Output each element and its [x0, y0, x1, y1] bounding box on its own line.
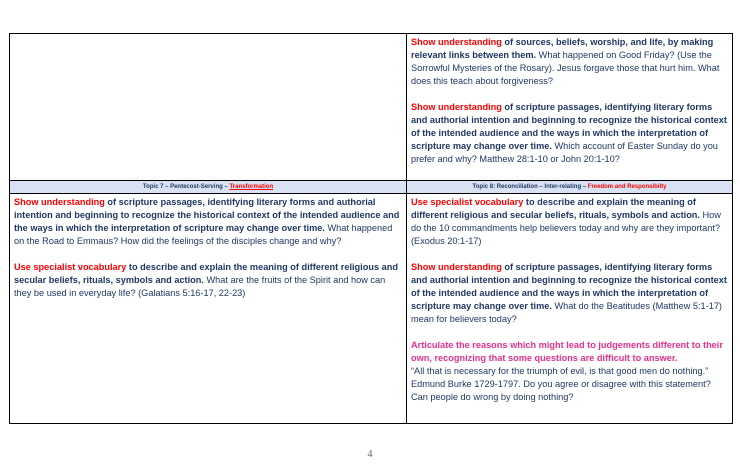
question-text: Which account of Easter Sunday do you prefer and why? Matthew 28:1-10 or John 20:1-10? [411, 141, 718, 164]
objective-text: of sources, beliefs, worship, and life, by making relevant links between them. [411, 37, 714, 60]
question-text: What happened on Good Friday? (Use the Sorrowful Mysteries of the Rosary). Jesus forgave those that hurt him. What does this teach about forgiveness? [411, 50, 720, 86]
objective-text: of scripture passages, identifying literary forms and authorial intention and beginning to recognize the historical context of the intended audience and the ways in which the interpretation of scripture may change over time. [411, 102, 727, 151]
topic-header-row [10, 181, 733, 194]
topic8-header [407, 181, 733, 194]
objective-paragraph [411, 261, 728, 326]
objective-text: of scripture passages, identifying literary forms and authorial intention and beginning to recognize the historical context of the intended audience and the ways in which the interpretation of scripture may change over time. [411, 262, 727, 311]
topic7-header [10, 181, 407, 194]
objective-paragraph [411, 339, 728, 404]
objective-key: Show understanding [411, 37, 502, 47]
question-text: What are the fruits of the Spirit and how can they be used in everyday life? (Galatians 5:16-17, 22-23) [14, 275, 386, 298]
table-row [10, 194, 733, 424]
objective-text: of scripture passages, identifying literary forms and authorial intention and beginning to recognize the historical context of the intended audience and the ways in which the interpretation of scripture may change over time. [14, 197, 400, 233]
objective-key: Use specialist vocabulary [14, 262, 127, 272]
page-number: 4 [367, 449, 373, 460]
cell-topic6-objectives [407, 34, 733, 181]
question-text: “All that is necessary for the triumph of evil, is that good men do nothing.” Edmund Burke 1729-1797. Do you agree or disagree with this statement? Can people do wrong by doing nothing? [411, 366, 711, 402]
topic-theme: Freedom and Responsibilty [587, 184, 667, 190]
question-text: How do the 10 commandments help believers today and why are they important? (Exodus 20:1-17) [411, 210, 721, 246]
table-row [10, 34, 733, 181]
objective-paragraph [14, 261, 402, 300]
objective-paragraph [411, 36, 728, 88]
question-text: What happened on the Road to Emmaus? How did the feelings of the disciples change and why? [14, 223, 393, 246]
objective-key: Show understanding [411, 102, 502, 112]
topic-title: Topic 7 – Pentecost-Serving – [142, 184, 230, 190]
objective-text: to describe and explain the meaning of different religious and secular beliefs, rituals, symbols and action. [411, 197, 700, 220]
objective-text: the reasons which might lead to judgements different to their own, recognizing that some questions are difficult to answer. [411, 340, 723, 363]
topic-title: Topic 8: Reconciliation – Inter-relating – [472, 184, 588, 190]
objective-paragraph [411, 101, 728, 166]
objective-key: Articulate [411, 340, 454, 350]
cell-topic8-objectives [407, 194, 733, 424]
question-text: What do the Beatitudes (Matthew 5:1-17) mean for believers today? [411, 301, 722, 324]
objective-key: Show understanding [14, 197, 105, 207]
objective-paragraph [14, 196, 402, 248]
objective-key: Show understanding [411, 262, 502, 272]
empty-cell [10, 34, 407, 181]
cell-topic7-objectives [10, 194, 407, 424]
objective-text: to describe and explain the meaning of different religious and secular beliefs, rituals, symbols and action. [14, 262, 398, 285]
objective-key: Use specialist vocabulary [411, 197, 524, 207]
curriculum-table [9, 33, 733, 424]
topic-theme: Transformation [229, 184, 274, 190]
objective-paragraph [411, 196, 728, 248]
